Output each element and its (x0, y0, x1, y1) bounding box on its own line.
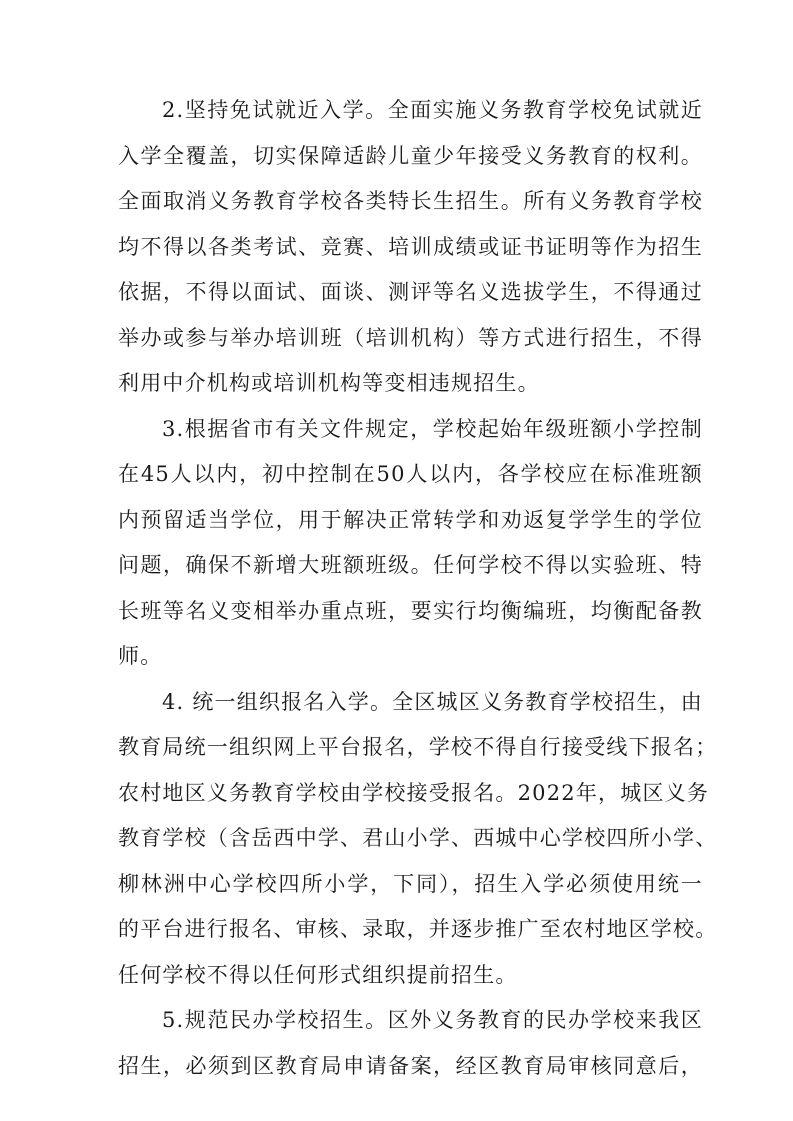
paragraph-4-line-1: 4. 统一组织报名入学。全区城区义务教育学校招生，由 (162, 689, 703, 714)
paragraph-4-line-2: 教育局统一组织网上平台报名，学校不得自行接受线下报名； (118, 735, 718, 759)
paragraph-3-line-5: 长班等名义变相举办重点班，要实行均衡编班，均衡配备教 (118, 598, 703, 623)
paragraph-4-line-6: 的平台进行报名、审核、录取，并逐步推广至农村地区学校。 (118, 917, 718, 941)
paragraph-3-line-4: 问题，确保不新增大班额班级。任何学校不得以实验班、特 (118, 553, 703, 577)
paragraph-4-line-4: 教育学校（含岳西中学、君山小学、西城中心学校四所小学、 (118, 826, 718, 850)
paragraph-3-line-2: 在45人以内，初中控制在50人以内，各学校应在标准班额 (118, 462, 703, 486)
paragraph-2-line-6: 举办或参与举办培训班（培训机构）等方式进行招生，不得 (118, 325, 703, 350)
paragraph-2-line-3: 全面取消义务教育学校各类特长生招生。所有义务教育学校 (118, 189, 703, 213)
paragraph-5-line-2: 招生，必须到区教育局申请备案，经区教育局审核同意后， (118, 1053, 703, 1078)
paragraph-5-line-1: 5.规范民办学校招生。区外义务教育的民办学校来我区 (162, 1008, 703, 1032)
paragraph-4-line-5: 柳林洲中心学校四所小学，下同），招生入学必须使用统一 (118, 871, 703, 896)
paragraph-2-line-4: 均不得以各类考试、竞赛、培训成绩或证书证明等作为招生 (118, 234, 703, 259)
paragraph-4-line-3: 农村地区义务教育学校由学校接受报名。2022年，城区义务 (118, 780, 710, 805)
body-text (118, 88, 718, 1089)
paragraph-3-line-1: 3.根据省市有关文件规定，学校起始年级班额小学控制 (162, 416, 703, 441)
paragraph-2-line-7: 利用中介机构或培训机构等变相违规招生。 (118, 371, 540, 395)
paragraph-3-line-3: 内预留适当学位，用于解决正常转学和劝返复学学生的学位 (118, 507, 703, 532)
paragraph-2-line-5: 依据，不得以面试、面谈、测评等名义选拔学生，不得通过 (118, 280, 703, 304)
paragraph-2-line-2: 入学全覆盖，切实保障适龄儿童少年接受义务教育的权利。 (118, 143, 703, 168)
paragraph-2-line-1: 2.坚持免试就近入学。全面实施义务教育学校免试就近 (162, 98, 703, 122)
paragraph-4-line-7: 任何学校不得以任何形式组织提前招生。 (118, 962, 518, 987)
paragraph-3-line-6: 师。 (118, 644, 163, 668)
